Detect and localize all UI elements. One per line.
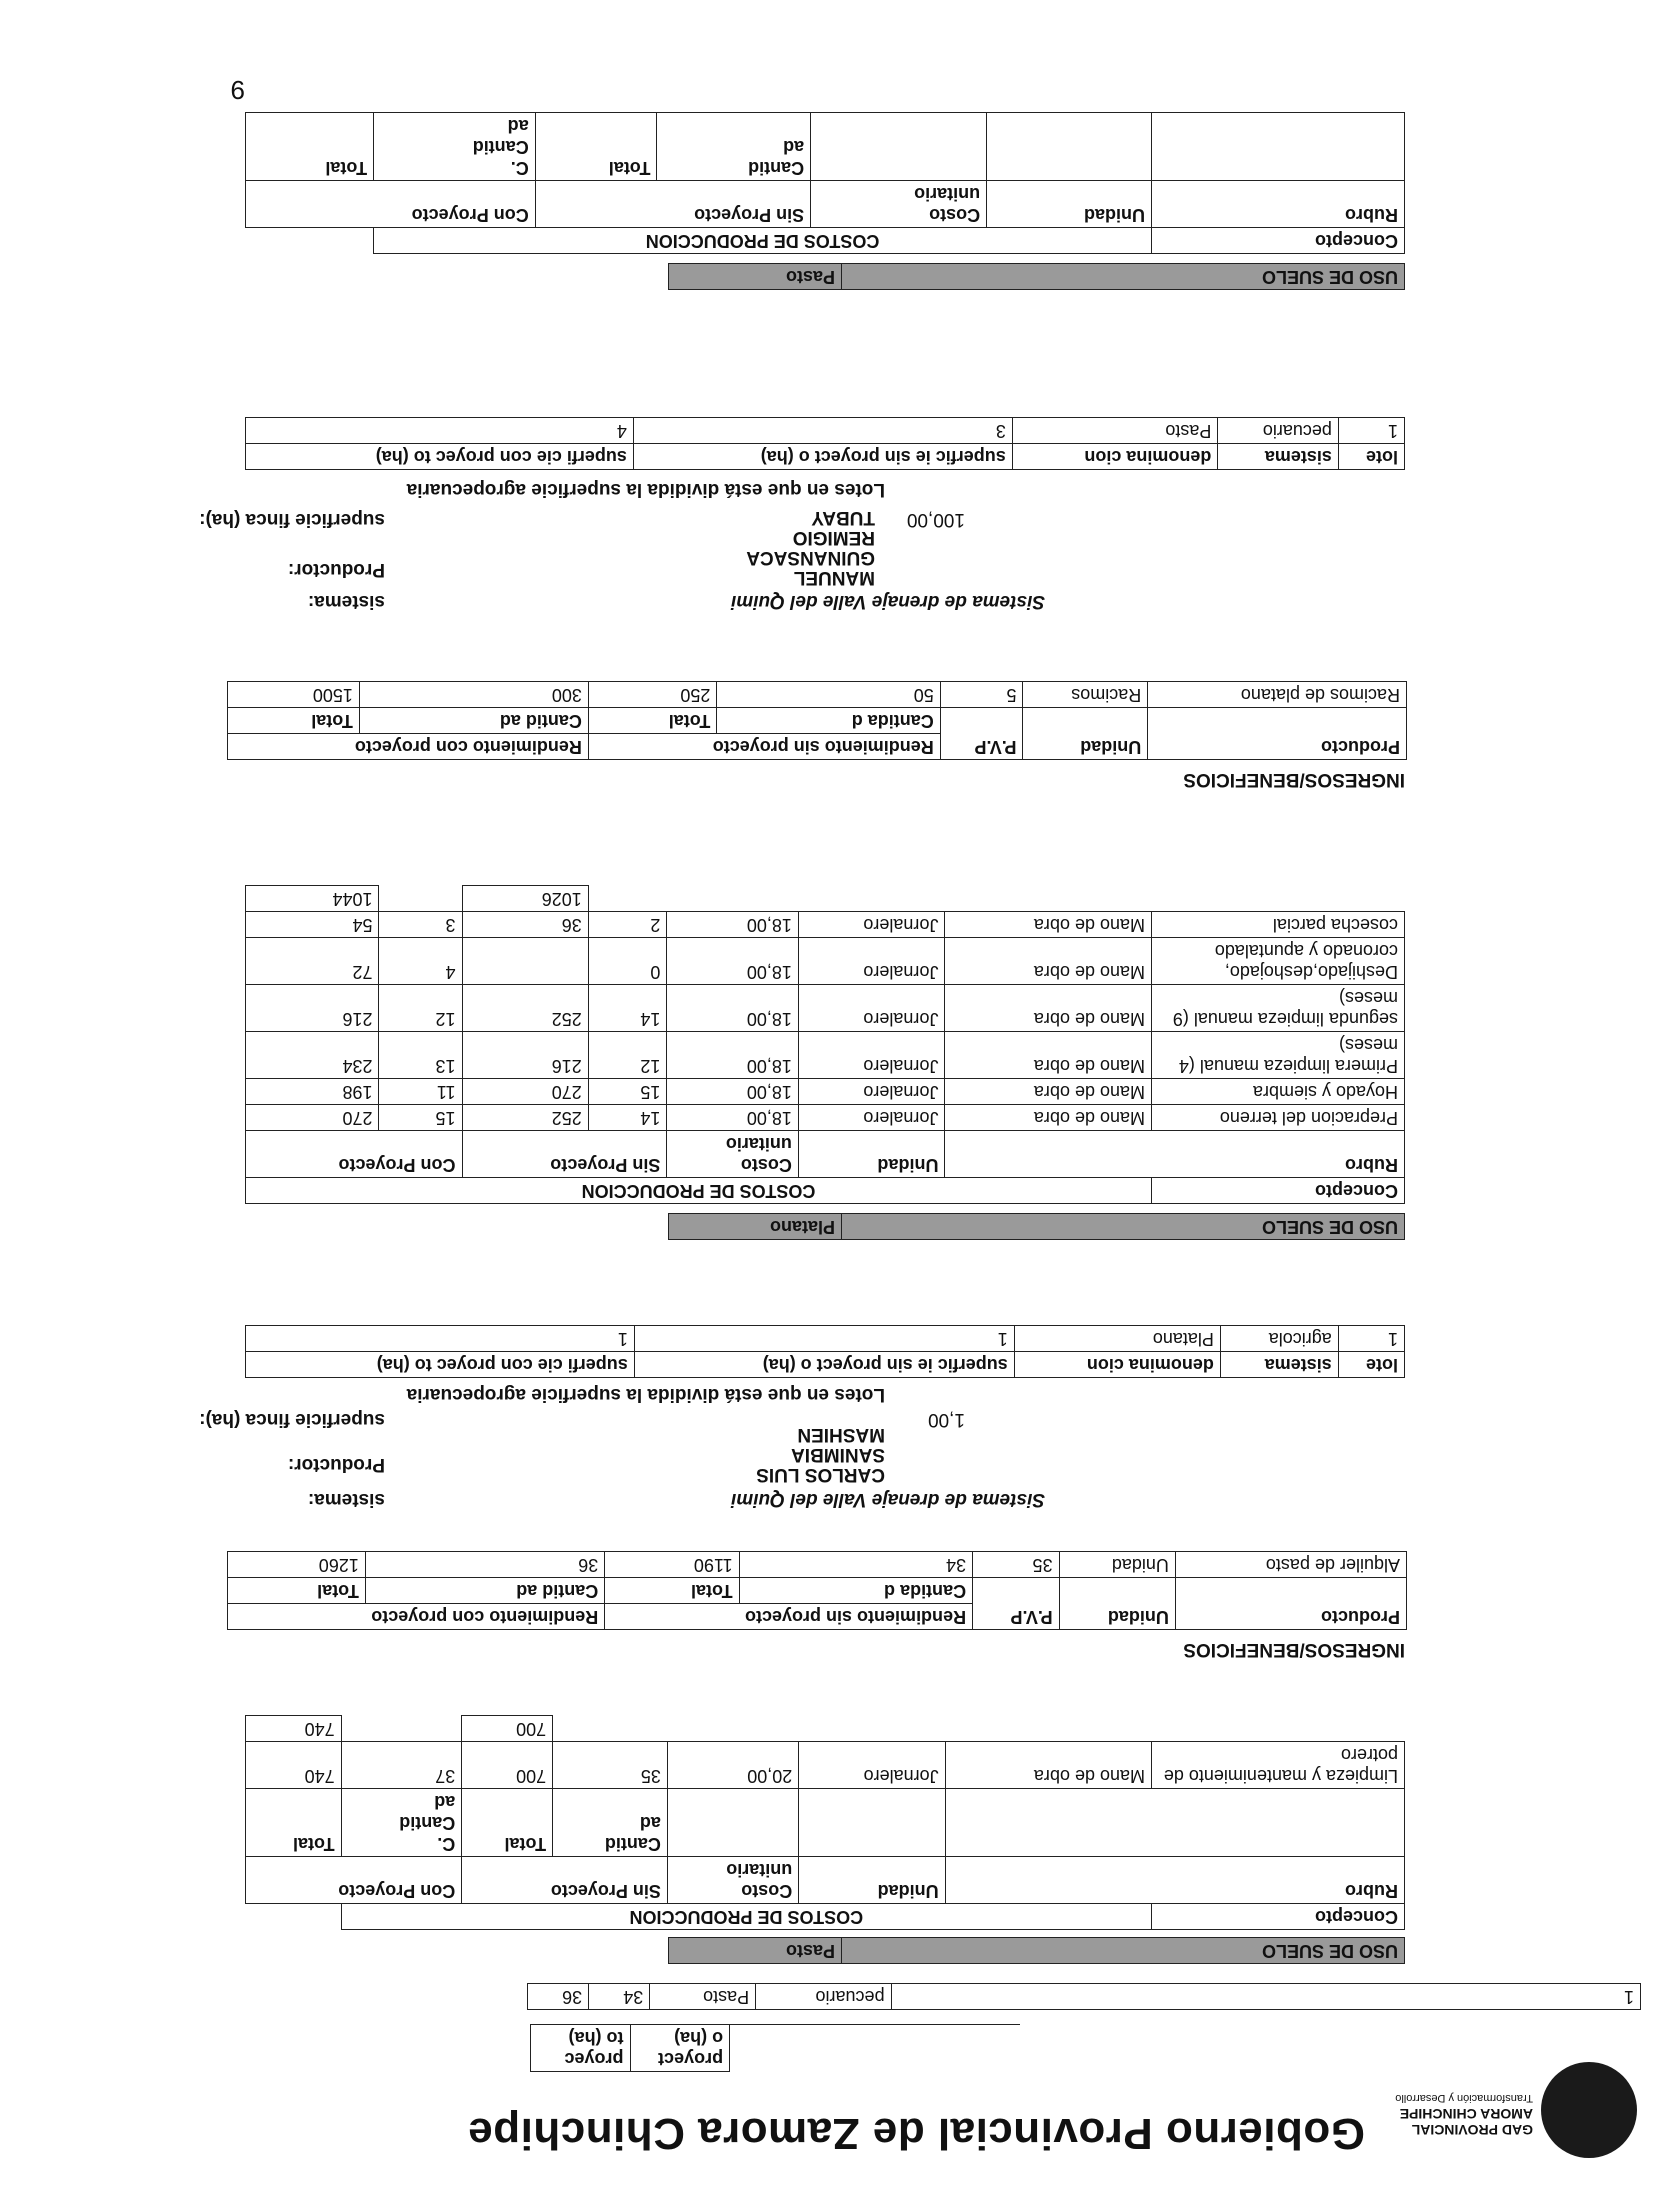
cost-row: Limpieza y mantenimiento de potrero Mano de obra Jornalero 20,00 35 700 37 740 — [246, 1742, 1405, 1789]
org-line3: Transformación y Desarrollo — [1395, 2092, 1533, 2104]
productor-value-3b: GUINANSACA — [746, 547, 875, 568]
ingresos-title-1: INGRESOS/BENEFICIOS — [1183, 1639, 1405, 1660]
lote-table-3: lote sistema denomina cion superfic ie sin proyect o (ha) superfi cie con proyec to (ha) 1 pecuario Pasto 3 4 — [245, 417, 1405, 470]
sistema-label-3: sistema: — [307, 591, 385, 612]
logo — [1377, 2058, 1637, 2158]
costs-table-3: Concepto COSTOS DE PRODUCCION Rubro Unidad Costo unitario Sin Proyecto Con Proyecto Cantid ad Total C. Cantid ad Total — [245, 112, 1405, 254]
cost-row: cosecha parcial Mano de obra Jornalero 18,00 2 36 3 54 — [246, 912, 1405, 938]
cost-row: Primera limpieza manual (4 meses) Mano de obra Jornalero 18,00 12 216 13 234 — [246, 1032, 1405, 1079]
uso-suelo-3: USO DE SUELO Pasto — [245, 263, 1405, 290]
ingresos-table-2: Producto Unidad P.V.P Rendimiento sin proyecto Rendimiento con proyecto Cantida d Total Cantid ad Total Racimos de platano Racimos 5 50 250 300 1500 — [227, 681, 1407, 760]
org-line2: AMORA CHINCHIPE — [1399, 2106, 1533, 2122]
lote-table-top: proyect o (ha) proyec to (ha) — [530, 2024, 1020, 2072]
costs-table-1: Concepto COSTOS DE PRODUCCION Rubro Unidad Costo unitario Sin Proyecto Con Proyecto Cantid ad Total C. Cantid ad Total Limpieza y mantenimiento de potrero Mano de obra Jornalero 20,00 35 700 37 740 700 740 — [245, 1715, 1405, 1930]
logo-emblem-icon — [1541, 2062, 1637, 2158]
org-line1: GAD PROVINCIAL — [1411, 2122, 1533, 2138]
uso-suelo-1: USO DE SUELO Pasto — [245, 1937, 1405, 1964]
lote-row: 1 pecuario Pasto 3 4 — [246, 418, 1405, 444]
lote-table-2: lote sistema denomina cion superfic ie sin proyect o (ha) superfi cie con proyec to (ha) 1 agricola Platano 1 1 — [245, 1325, 1405, 1378]
lotes-note-2: Lotes en que está dividida la superficie agropecuaria — [406, 1384, 885, 1405]
productor-value-2b: SANIMBIA — [791, 1444, 885, 1465]
page-title: Gobierno Provincial de Zamora Chinchipe — [467, 2109, 1365, 2158]
ingresos-table-1: Producto Unidad P.V.P Rendimiento sin proyecto Rendimiento con proyecto Cantida d Total Cantid ad Total Alquiler de pasto Unidad 35 34 1190 36 1260 — [227, 1551, 1407, 1630]
sistema-label-2: sistema: — [307, 1489, 385, 1510]
lotes-note-3: Lotes en que está dividida la superficie agropecuaria — [406, 479, 885, 500]
cost-row: Prepracion del terreno Mano de obra Jornalero 18,00 14 252 15 270 — [246, 1105, 1405, 1131]
ingreso-row: Alquiler de pasto Unidad 35 34 1190 36 1260 — [228, 1552, 1407, 1578]
ingreso-row: Racimos de platano Racimos 5 50 250 300 1500 — [228, 682, 1407, 708]
sistema-value-3: Sistema de drenaje Valle del Quimi — [731, 591, 1045, 612]
productor-label-2: Productor: — [287, 1454, 385, 1475]
superficie-value-3: 100,00 — [906, 509, 965, 530]
cost-row: segunda limpieza manual (9 meses) Mano de obra Jornalero 18,00 14 252 12 216 — [246, 985, 1405, 1032]
uso-suelo-2: USO DE SUELO Platano — [245, 1213, 1405, 1240]
productor-value-2c: MASHIEN — [797, 1424, 885, 1445]
productor-value-3a: MANUEL — [793, 567, 875, 588]
sistema-value-2: Sistema de drenaje Valle del Quimi — [731, 1489, 1045, 1510]
superficie-label-3: superficie finca (ha): — [199, 509, 385, 530]
page-number: 9 — [230, 75, 245, 105]
logo-text — [1395, 2090, 1533, 2138]
lote-row-top: 1 pecuario Pasto 34 36 — [527, 1983, 1641, 2010]
lote-row: 1 agricola Platano 1 1 — [246, 1326, 1405, 1352]
superficie-label-2: superficie finca (ha): — [199, 1409, 385, 1430]
cost-row: Deshijado,deshojado, coronado y apuntalado Mano de obra Jornalero 18,00 0 4 72 — [246, 938, 1405, 985]
productor-value-3d: TUBAY — [811, 507, 875, 528]
cost-row: Hoyado y siembra Mano de obra Jornalero 18,00 15 270 11 198 — [246, 1079, 1405, 1105]
productor-label-3: Productor: — [287, 559, 385, 580]
productor-value-2a: CARLOS LUIS — [756, 1464, 885, 1485]
ingresos-title-2: INGRESOS/BENEFICIOS — [1183, 769, 1405, 790]
costs-table-2: Concepto COSTOS DE PRODUCCION Rubro Unidad Costo unitario Sin Proyecto Con Proyecto Prepracion del terreno Mano de obra Jornalero 18,00 14 252 15 270 Hoyado y siembra Mano de obra Jornalero 18,00 15 270 11 198 Primera limpieza manual (4 meses) Mano de obra Jornalero 18,00 12 216 13 234 segunda limpieza manual (9 meses) Mano de obra Jornalero 18,00 14 252 12 216 Deshijado,deshojado, coronado y apuntalado Mano de obra Jornalero 18,00 0 4 72 cosecha parcial Mano de obra Jornalero 18,00 2 36 3 54 1026 1044 — [245, 885, 1405, 1204]
superficie-value-2: 1,00 — [928, 1409, 965, 1430]
productor-value-3c: REMIGIO — [792, 527, 875, 548]
